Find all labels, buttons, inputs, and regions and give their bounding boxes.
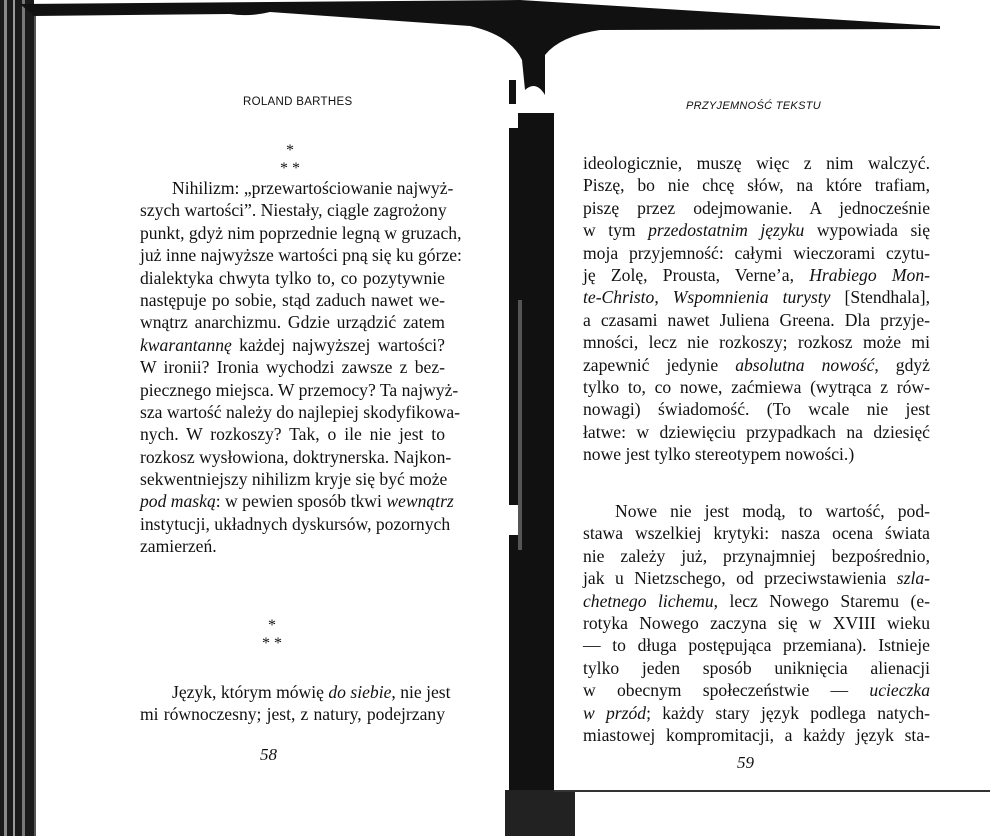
text-line — [583, 264, 930, 286]
text-line — [140, 177, 454, 199]
text-run: , lecz Nowego Staremu (e- — [713, 590, 930, 611]
text-run: w obecnym społeczeństwie — — [583, 680, 870, 701]
text-run: dialektyka chwyta tylko to, co pozytywnie — [140, 267, 445, 288]
text-run: W ironii? Ironia wychodzi zawsze z bez- — [140, 357, 445, 378]
right-paragraph-1 — [583, 152, 930, 465]
text-line — [583, 443, 930, 465]
text-run: moja przyjemność: całymi wieczorami czytu- — [583, 242, 930, 263]
text-line — [583, 545, 930, 567]
text-line — [140, 681, 451, 703]
text-line — [583, 242, 930, 264]
left-paragraph-2 — [140, 681, 451, 726]
text-line — [583, 522, 930, 544]
text-line — [140, 703, 445, 725]
text-run: piecznego miejsca. W przemocy? Ta najwyż- — [140, 379, 459, 400]
text-line — [583, 724, 930, 746]
text-line — [140, 222, 462, 244]
text-run: miastowej kompromitacji, a każdy język sta- — [583, 724, 930, 745]
text-line — [140, 334, 445, 356]
text-run: jak u Nietzschego, od przeciwstawienia — [583, 568, 897, 589]
text-run: [Stendhala], — [830, 287, 930, 308]
text-run: każdej najwyższej wartości? — [231, 334, 445, 355]
text-run: piszę przez odejmowanie. A jednocześnie — [583, 197, 930, 218]
text-line — [140, 513, 451, 535]
text-run: nowe jest tylko stereotypem nowości.) — [583, 444, 855, 465]
text-line — [583, 679, 930, 701]
italic-text: wewnątrz — [386, 491, 454, 512]
text-run: szych wartości”. Niestały, ciągle zagrożony — [140, 200, 447, 221]
text-line — [140, 468, 448, 490]
asterisk: * — [268, 617, 276, 634]
running-head-left: ROLAND BARTHES — [243, 96, 353, 108]
text-line — [583, 152, 930, 174]
text-run: już inne najwyższe wartości pną się ku górze: — [140, 245, 462, 266]
text-line — [140, 401, 460, 423]
text-run: ; każdy stary język podlega natych- — [646, 702, 930, 723]
right-paragraph-2 — [583, 500, 930, 746]
text-run: , nie jest — [391, 682, 451, 702]
text-line — [583, 376, 930, 398]
italic-text: Hrabiego Mon- — [809, 264, 930, 285]
text-line — [583, 309, 930, 331]
italic-text: te-Christo — [583, 287, 655, 308]
text-run: tylko jeden sposób uniknięcia alienacji — [583, 657, 930, 678]
text-run: nie zależy już, przynajmniej bezpośrednio, — [583, 545, 930, 566]
italic-text: kwarantannę — [140, 334, 232, 355]
text-run: ideologicznie, muszę więc z nim walczyć. — [583, 153, 930, 173]
text-run: mi równoczesny; jest, z natury, podejrzany — [140, 704, 445, 725]
italic-text: Wspomnienia turysty — [672, 287, 831, 308]
text-line — [140, 199, 445, 221]
text-run: nych. W rozkoszy? Tak, o ile nie jest to — [140, 424, 445, 445]
text-run: punkt, gdyż nim poprzednie legną w gruzach, — [140, 222, 462, 243]
text-line — [583, 398, 930, 420]
italic-text: przedostatnim języku — [648, 220, 805, 241]
text-run: Język, którym mówię — [172, 682, 329, 702]
italic-text: w przód — [583, 702, 647, 723]
text-line — [583, 702, 930, 724]
text-line — [583, 657, 930, 679]
text-line — [140, 490, 454, 512]
text-run: Nowe nie jest modą, to wartość, pod- — [615, 501, 930, 521]
text-line — [140, 267, 445, 289]
text-run: w tym — [583, 220, 649, 241]
text-run: łatwe: w dziewięciu przypadkach na dziesięć — [583, 421, 930, 442]
page-number-left: 58 — [260, 745, 277, 764]
text-run: nowagi) świadomość. (To wcale nie jest — [583, 399, 930, 420]
section-separator — [232, 617, 312, 653]
text-line — [583, 354, 930, 376]
text-run: zamierzeń. — [140, 536, 217, 557]
text-line — [140, 379, 459, 401]
asterisk: * — [286, 142, 294, 159]
italic-text: pod maską — [140, 491, 216, 512]
asterisks: * * — [280, 160, 300, 177]
text-run: zapewnić jedynie — [583, 354, 736, 375]
italic-text: do siebie — [328, 682, 392, 702]
text-run: , — [654, 287, 673, 308]
text-run: — to długa postępująca przemiana). Istnieje — [583, 635, 930, 656]
text-line — [583, 634, 930, 656]
text-line — [140, 535, 445, 557]
text-run: , gdyż — [874, 354, 930, 375]
text-line — [583, 590, 930, 612]
text-line — [583, 612, 930, 634]
text-run: rotyka Nowego zaczyna się w XVIII wieku — [583, 612, 930, 633]
text-run: tylko to, co nowe, zaćmiewa (wytrąca z rów- — [583, 376, 930, 397]
text-run: instytucji, układnych dyskursów, pozornych — [140, 513, 451, 534]
text-run: sza wartość należy do najlepiej skodyfikowa- — [140, 401, 460, 422]
italic-text: absolutna nowość — [735, 354, 875, 375]
text-run: wnątrz anarchizmu. Gdzie urządzić zatem — [140, 312, 445, 333]
italic-text: ucieczka — [869, 680, 930, 701]
text-line — [583, 174, 930, 196]
asterisks: * * — [262, 635, 282, 652]
text-run: stawa wszelkiej krytyki: nasza ocena świata — [583, 523, 930, 544]
page-number-right: 59 — [737, 753, 754, 772]
text-line — [583, 219, 930, 241]
text-line — [583, 567, 930, 589]
text-line — [140, 244, 462, 266]
text-line — [583, 286, 930, 308]
text-line — [583, 421, 930, 443]
left-paragraph-1 — [140, 177, 462, 558]
text-run: rozkosz wysłowiona, doktrynerska. Najkon- — [140, 446, 452, 467]
text-run: a czasami nawet Juliena Greena. Dla przyje- — [583, 309, 930, 330]
text-run: : w pewien sposób tkwi — [215, 491, 387, 512]
text-run: mności, lecz nie rozkoszy; rozkosz może mi — [583, 332, 930, 353]
text-run: następuje po sobie, stąd zaduch nawet we- — [140, 289, 445, 310]
text-run: Nihilizm: „przewartościowanie najwyż- — [172, 178, 454, 198]
text-line — [140, 289, 445, 311]
text-run: wypowiada się — [804, 220, 931, 241]
text-line — [140, 423, 445, 445]
text-line — [140, 356, 445, 378]
italic-text: szla- — [896, 568, 930, 589]
text-line — [140, 446, 452, 468]
italic-text: chetnego lichemu — [583, 590, 714, 611]
running-head-right: PRZYJEMNOŚĆ TEKSTU — [686, 100, 821, 112]
text-line — [583, 500, 930, 522]
text-run: ję Zolę, Prousta, Verne’a, — [583, 264, 810, 285]
text-line — [140, 311, 445, 333]
section-separator — [250, 142, 330, 178]
text-run: Piszę, bo nie chcę słów, na które trafiam, — [583, 175, 930, 196]
text-line — [583, 197, 930, 219]
text-line — [583, 331, 930, 353]
text-run: sekwentniejszy nihilizm kryje się być może — [140, 469, 448, 490]
